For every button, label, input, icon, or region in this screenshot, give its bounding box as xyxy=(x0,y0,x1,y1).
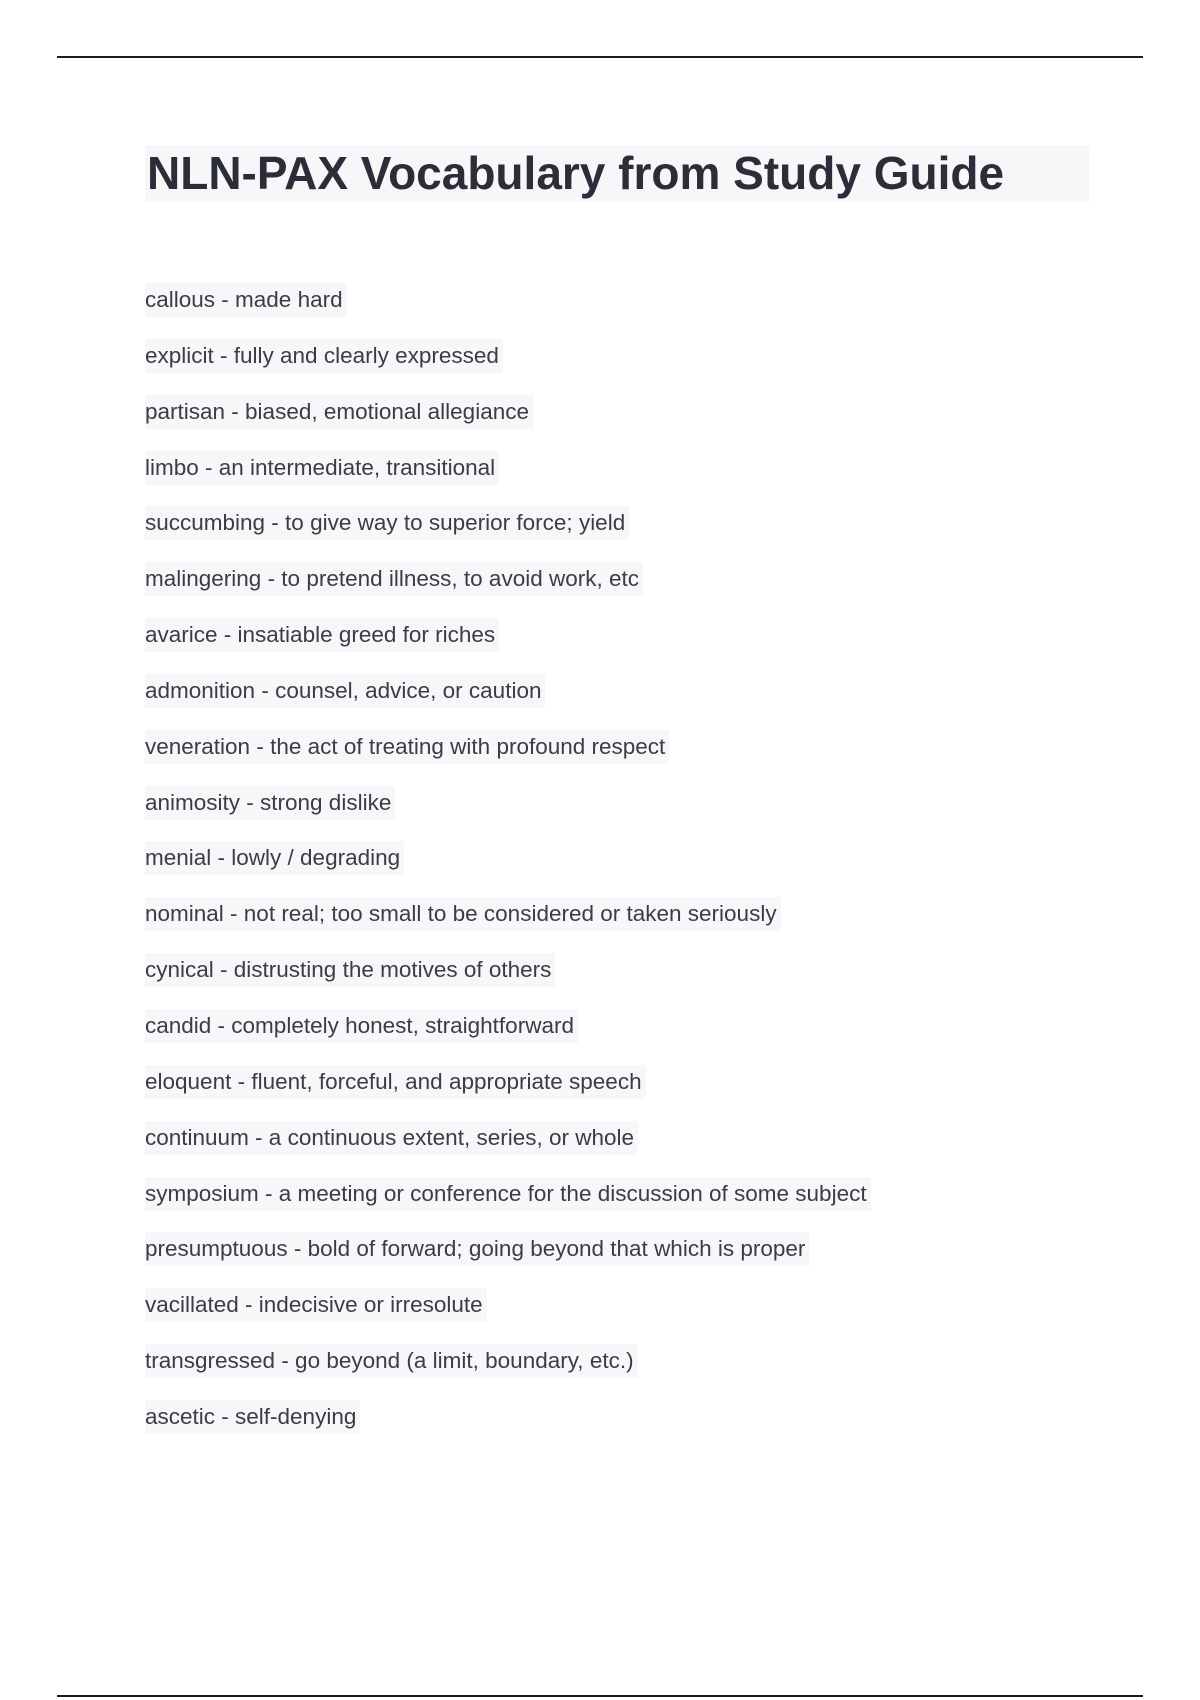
vocab-entry xyxy=(145,897,871,931)
vocab-entry-text: partisan - biased, emotional allegiance xyxy=(145,395,533,429)
vocab-entry-text: admonition - counsel, advice, or caution xyxy=(145,674,545,708)
bottom-rule xyxy=(57,1695,1143,1697)
title-block xyxy=(145,145,1089,202)
vocab-entry xyxy=(145,674,871,708)
vocab-entry-text: ascetic - self-denying xyxy=(145,1400,360,1434)
vocab-entry xyxy=(145,730,871,764)
vocab-entry xyxy=(145,953,871,987)
vocab-entry-text: avarice - insatiable greed for riches xyxy=(145,618,499,652)
vocab-entry xyxy=(145,395,871,429)
vocab-entry xyxy=(145,841,871,875)
vocab-entry-text: veneration - the act of treating with profound respect xyxy=(145,730,669,764)
vocab-entry-text: animosity - strong dislike xyxy=(145,786,395,820)
vocab-entry-text: malingering - to pretend illness, to avoid work, etc xyxy=(145,562,643,596)
vocab-entry-text: vacillated - indecisive or irresolute xyxy=(145,1288,487,1322)
vocab-entry xyxy=(145,451,871,485)
vocab-entry-text: transgressed - go beyond (a limit, boundary, etc.) xyxy=(145,1344,638,1378)
vocab-entry-text: symposium - a meeting or conference for the discussion of some subject xyxy=(145,1177,871,1211)
vocab-entry-text: candid - completely honest, straightforward xyxy=(145,1009,578,1043)
vocab-entry xyxy=(145,786,871,820)
vocab-entry xyxy=(145,1232,871,1266)
vocab-entry-text: eloquent - fluent, forceful, and appropriate speech xyxy=(145,1065,646,1099)
vocab-entry-text: limbo - an intermediate, transitional xyxy=(145,451,499,485)
vocab-entry xyxy=(145,1121,871,1155)
vocab-entry xyxy=(145,506,871,540)
top-rule xyxy=(57,56,1143,58)
vocab-entry-text: cynical - distrusting the motives of others xyxy=(145,953,555,987)
vocab-entry-text: explicit - fully and clearly expressed xyxy=(145,339,503,373)
page-title: NLN-PAX Vocabulary from Study Guide xyxy=(147,147,1005,199)
vocab-entry xyxy=(145,562,871,596)
vocab-entry-text: nominal - not real; too small to be considered or taken seriously xyxy=(145,897,781,931)
vocab-entry-text: succumbing - to give way to superior force; yield xyxy=(145,506,629,540)
vocab-entry xyxy=(145,1177,871,1211)
vocab-entry xyxy=(145,1288,871,1322)
vocab-entry xyxy=(145,618,871,652)
vocab-entry-text: continuum - a continuous extent, series, or whole xyxy=(145,1121,638,1155)
vocab-entry xyxy=(145,1344,871,1378)
vocab-entry xyxy=(145,1400,871,1434)
vocab-entry xyxy=(145,1065,871,1099)
vocab-entry-text: callous - made hard xyxy=(145,283,347,317)
vocab-entry-text: menial - lowly / degrading xyxy=(145,841,404,875)
vocab-entry xyxy=(145,339,871,373)
vocabulary-list xyxy=(145,283,871,1456)
vocab-entry xyxy=(145,1009,871,1043)
vocab-entry xyxy=(145,283,871,317)
vocab-entry-text: presumptuous - bold of forward; going beyond that which is proper xyxy=(145,1232,809,1266)
